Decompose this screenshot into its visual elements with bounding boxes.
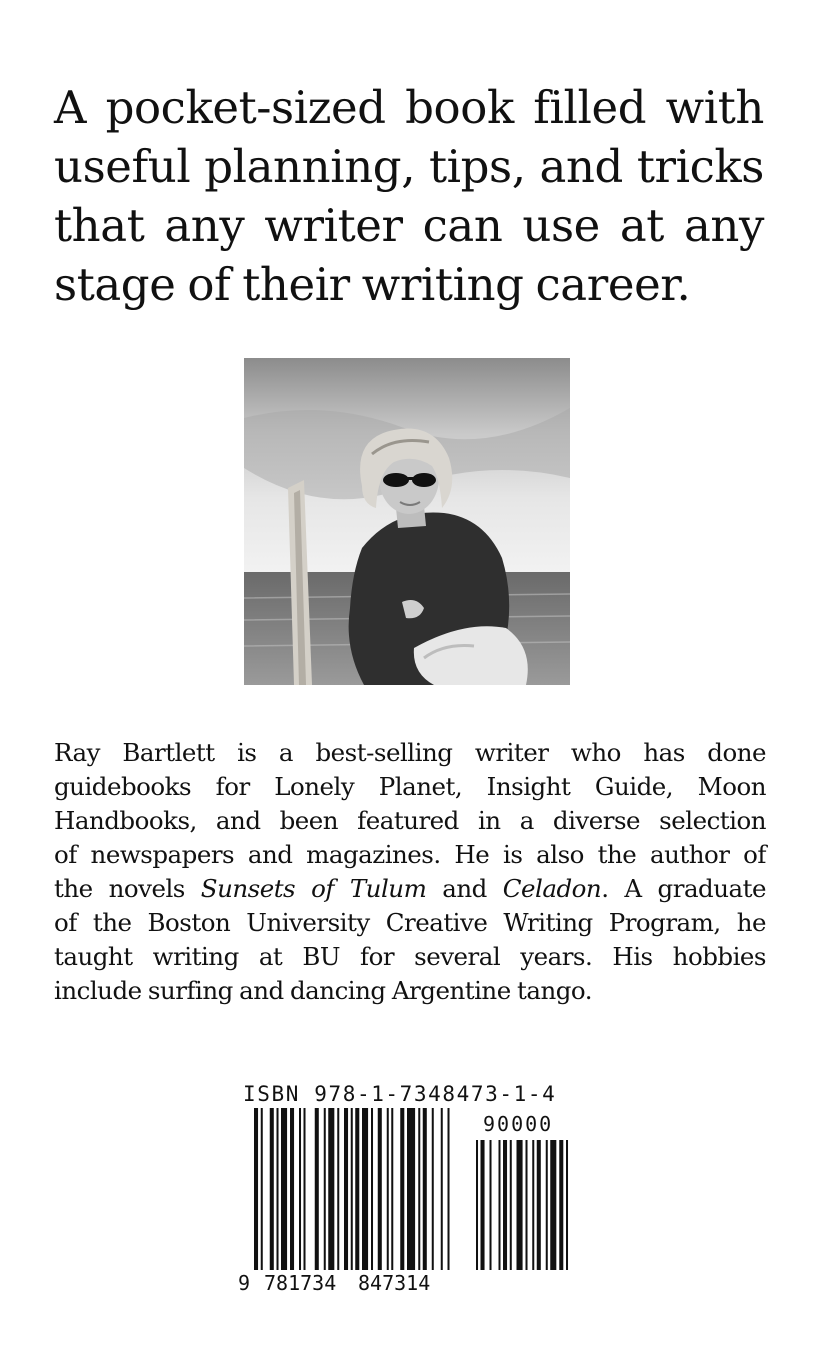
barcode-bar — [391, 1108, 393, 1270]
barcode-bar — [378, 1108, 382, 1270]
barcode-bar — [299, 1108, 301, 1270]
barcode-bar — [270, 1108, 274, 1270]
barcode-price-code: 90000 — [483, 1112, 554, 1136]
author-bio — [54, 736, 766, 1008]
barcode-bar — [290, 1108, 294, 1270]
bio-line: taught writing at BU for several years. His hobbies — [54, 942, 766, 971]
barcode-bar — [400, 1108, 404, 1270]
barcode-right-digits: 847314 — [358, 1271, 431, 1295]
barcode-bar — [355, 1108, 359, 1298]
barcode-bar — [254, 1108, 258, 1298]
bio-line: include surfing and dancing Argentine tango. — [54, 976, 593, 1005]
barcode-bar — [324, 1108, 326, 1270]
bio-text: the novels — [54, 874, 201, 903]
barcode-bar — [387, 1108, 389, 1270]
bio-line: of newspapers and magazines. He is also the author of — [54, 840, 766, 869]
bio-line — [54, 872, 766, 906]
bio-line: Handbooks, and been featured in a diverse selection — [54, 806, 766, 835]
barcode-bar — [407, 1108, 415, 1270]
novel-title-sunsets-of-tulum: Sunsets of Tulum — [200, 874, 427, 903]
barcode-bar — [448, 1108, 450, 1298]
bio-text: . A graduate — [601, 874, 766, 903]
back-cover-tagline: A pocket-sized book filled with useful planning, tips, and tricks that any writer can use at any stage of their writing career. — [54, 81, 764, 311]
barcode-bar — [441, 1108, 443, 1298]
barcode-bar — [371, 1108, 373, 1270]
barcode-bar — [423, 1108, 427, 1270]
barcode-bar — [281, 1108, 287, 1270]
isbn-label: ISBN 978-1-7348473-1-4 — [243, 1082, 557, 1106]
barcode-bar — [418, 1108, 420, 1270]
barcode-bar — [261, 1108, 263, 1298]
novel-title-celadon: Celadon — [502, 874, 602, 903]
barcode-bar — [362, 1108, 368, 1270]
barcode-bar — [344, 1108, 348, 1270]
bio-text: and — [426, 874, 503, 903]
barcode-bar — [277, 1108, 279, 1270]
ean13-bars — [254, 1108, 450, 1298]
barcode-bar — [337, 1108, 339, 1270]
bio-line: guidebooks for Lonely Planet, Insight Guide, Moon — [54, 772, 766, 801]
barcode-bar — [315, 1108, 319, 1270]
barcode-left-digits: 781734 — [264, 1271, 337, 1295]
bio-line: of the Boston University Creative Writing Program, he — [54, 908, 766, 937]
barcode-lead-digit: 9 — [238, 1271, 251, 1295]
barcode-bar — [351, 1108, 353, 1298]
barcode-bar — [328, 1108, 334, 1270]
barcode-bar — [304, 1108, 306, 1270]
isbn-barcode — [236, 1108, 572, 1298]
barcode-bar — [432, 1108, 434, 1270]
author-photo — [244, 358, 570, 685]
bio-line: Ray Bartlett is a best-selling writer who has done — [54, 738, 766, 767]
